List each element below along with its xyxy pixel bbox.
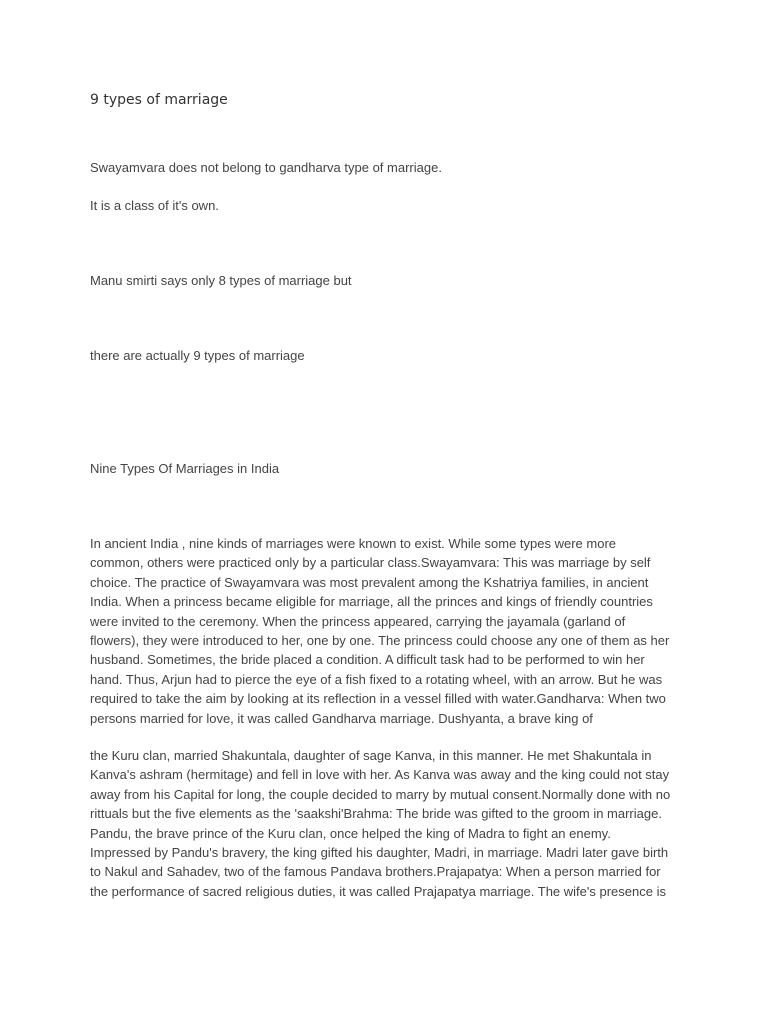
paragraph-line: the Kuru clan, married Shakuntala, daughter of sage Kanva, in this manner. He met Shakuntala in: [90, 748, 652, 763]
paragraph-line: persons married for love, it was called Gandharva marriage. Dushyanta, a brave king of: [90, 710, 593, 726]
paragraph-line: hand. Thus, Arjun had to pierce the eye of a fish fixed to a rotating wheel, with an arrow. But he was: [90, 671, 663, 687]
paragraph-line: India. When a princess became eligible for marriage, all the princes and kings of friendly countries: [90, 594, 653, 610]
section-heading: Nine Types Of Marriages in India: [90, 461, 280, 476]
paragraph-line: choice. The practice of Swayamvara was most prevalent among the Kshatriya families, in ancient: [90, 574, 649, 590]
body-paragraph-2: [90, 746, 690, 901]
paragraph-line: husband. Sometimes, the bride placed a condition. A difficult task had to be performed to win her: [90, 652, 645, 668]
text-line: It is a class of it's own.: [90, 198, 219, 213]
text-line: Manu smirti says only 8 types of marriage but: [90, 273, 352, 288]
paragraph-line: the performance of sacred religious duties, it was called Prajapatya marriage. The wife's presence is: [90, 883, 666, 899]
text-line: Swayamvara does not belong to gandharva type of marriage.: [90, 160, 442, 175]
paragraph-line: Pandu, the brave prince of the Kuru clan, once helped the king of Madra to fight an enemy.: [90, 825, 611, 841]
body-paragraph-1: [90, 534, 690, 728]
paragraph-line: common, others were practiced only by a particular class.Swayamvara: This was marriage by self: [90, 555, 651, 571]
paragraph-line: to Nakul and Sahadev, two of the famous Pandava brothers.Prajapatya: When a person married for: [90, 864, 661, 880]
page-title: 9 types of marriage: [90, 92, 228, 108]
text-line: there are actually 9 types of marriage: [90, 348, 305, 363]
paragraph-line: rittuals but the five elements as the 'saakshi'Brahma: The bride was gifted to the groom in marriage.: [90, 806, 662, 822]
paragraph-line: In ancient India , nine kinds of marriages were known to exist. While some types were more: [90, 536, 617, 551]
paragraph-line: Kanva's ashram (hermitage) and fell in love with her. As Kanva was away and the king could not stay: [90, 767, 670, 783]
paragraph-line: away from his Capital for long, the couple decided to marry by mutual consent.Normally done with no: [90, 786, 671, 802]
paragraph-line: were invited to the ceremony. When the princess appeared, carrying the jayamala (garland of: [90, 613, 626, 629]
paragraph-line: Impressed by Pandu's bravery, the king gifted his daughter, Madri, in marriage. Madri later gave birth: [90, 845, 669, 861]
paragraph-line: flowers), they were introduced to her, one by one. The princess could choose any one of them as her: [90, 633, 670, 649]
paragraph-line: required to take the aim by looking at its reflection in a vessel filled with water.Gandharva: When two: [90, 691, 666, 707]
